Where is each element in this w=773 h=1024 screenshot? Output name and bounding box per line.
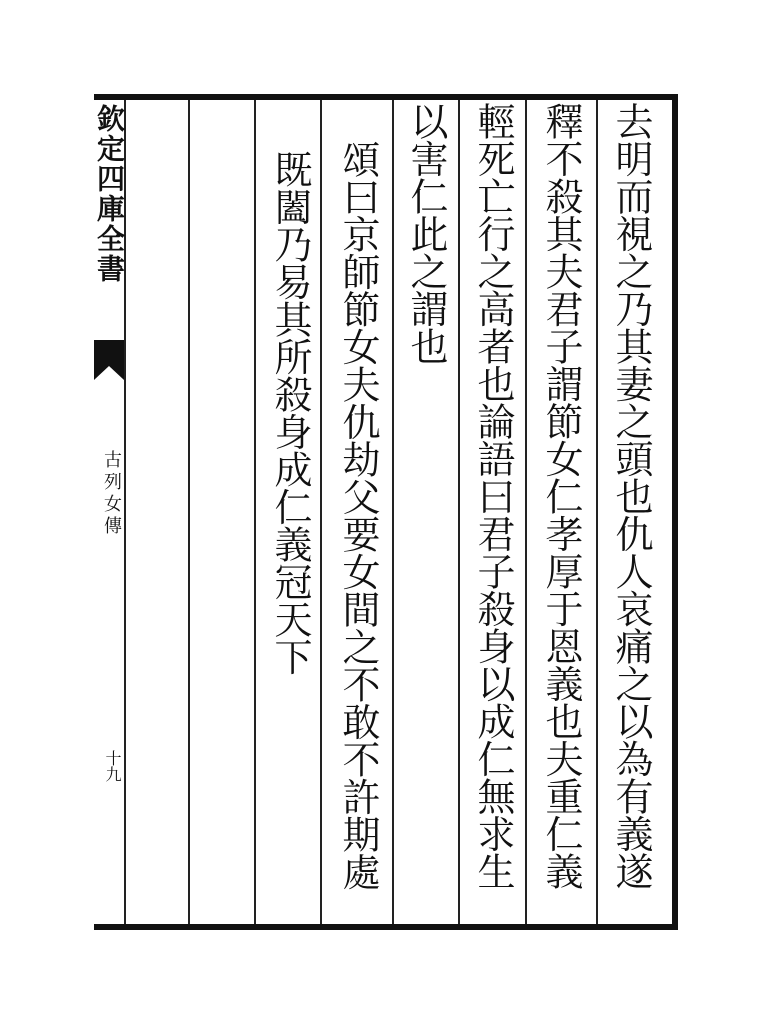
column-rule xyxy=(458,100,460,924)
fish-tail-mark xyxy=(94,340,124,366)
column-rule xyxy=(188,100,190,924)
text-column-5: 頌曰京師節女夫仇劫父要女間之不敢不許期處 xyxy=(336,140,380,890)
text-column-3: 輕死亡行之高者也論語曰君子殺身以成仁無求生 xyxy=(471,102,515,890)
column-rule xyxy=(254,100,256,924)
column-rule xyxy=(596,100,598,924)
column-rule xyxy=(392,100,394,924)
column-rule xyxy=(525,100,527,924)
section-title: 古列女傳 xyxy=(101,450,122,538)
text-column-2: 釋不殺其夫君子謂節女仁孝厚于恩義也夫重仁義 xyxy=(539,102,583,890)
page-frame xyxy=(94,94,678,930)
column-rule xyxy=(320,100,322,924)
collection-title: 欽定四庫全書 xyxy=(93,104,126,284)
text-column-4: 以害仁此之謂也 xyxy=(404,102,448,365)
text-column-1: 去明而視之乃其妻之頭也仇人哀痛之以為有義遂 xyxy=(609,102,653,890)
text-column-6: 既闔乃易其所殺身成仁義冠天下 xyxy=(268,150,312,675)
folio-number: 十九 xyxy=(103,750,122,782)
